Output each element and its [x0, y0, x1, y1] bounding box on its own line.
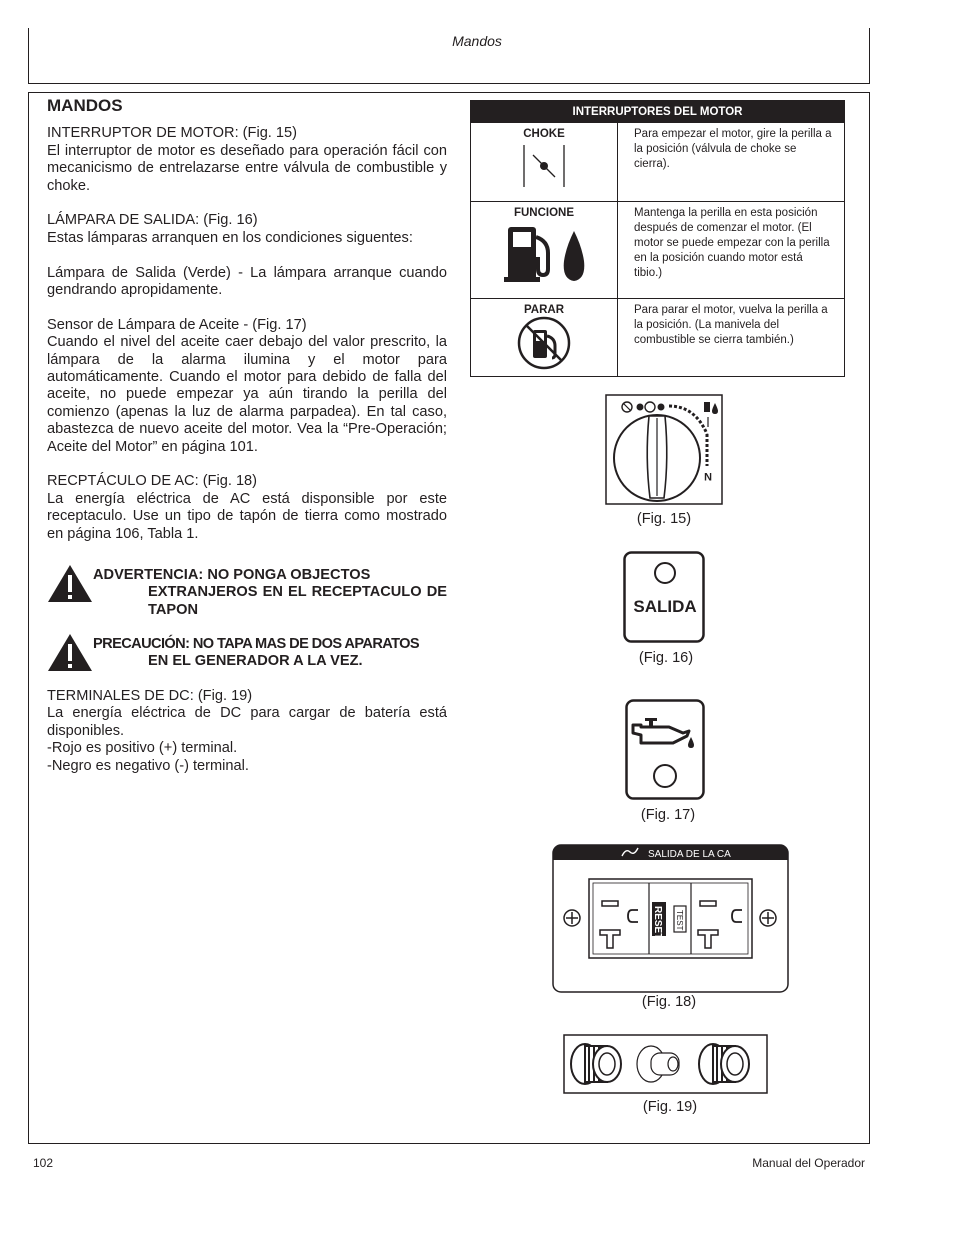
caution-triangle-icon: [47, 632, 93, 672]
oil-lamp-figure: [625, 699, 705, 800]
ac-receptacle-paragraph: [47, 473, 447, 543]
dc-positive-line: -Rojo es positivo (+) terminal.: [47, 740, 238, 757]
page-number: 102: [33, 1156, 54, 1170]
left-screw-icon: [564, 910, 580, 926]
fig17-caption: (Fig. 17): [640, 807, 696, 823]
output-lamp-circle: [655, 563, 675, 583]
table-row-stop: [471, 299, 845, 377]
manual-title: Manual del Operador: [752, 1156, 865, 1170]
ac-receptacle-figure: [552, 844, 789, 994]
lamp-body: Estas lámparas arranquen en los condiciones siguentes:: [47, 229, 413, 246]
fig15-caption: (Fig. 15): [636, 511, 692, 527]
run-description: Mantenga la perilla en esta posición después de comenzar el motor. (El motor se puede empezar con la perilla en la posición cuando motor está tibio.): [618, 202, 845, 299]
lamp-title: LÁMPARA DE SALIDA: (Fig. 16): [47, 212, 258, 229]
choke-description: Para empezar el motor, gire la perilla a la posición (válvula de choke se cierra).: [618, 123, 845, 202]
fig16-caption: (Fig. 16): [638, 650, 694, 666]
section-heading: MANDOS: [47, 96, 123, 115]
table-row-choke: [471, 123, 845, 202]
output-lamp-paragraph: Lámpara de Salida (Verde) - La lámpara arranque cuando gendrando apropidamente.: [47, 264, 447, 299]
warning-text: EXTRANJEROS EN EL RECEPTACULO DE TAPON: [148, 584, 447, 618]
dial-n-label: N: [704, 470, 712, 482]
dc-terminal-right: [699, 1044, 749, 1084]
oil-sensor-title: Sensor de Lámpara de Aceite - (Fig. 17): [47, 316, 307, 333]
dc-terminals-figure: [563, 1034, 768, 1094]
dc-title: TERMINALES DE DC: (Fig. 19): [47, 688, 253, 704]
table-title: INTERRUPTORES DEL MOTOR: [471, 101, 845, 123]
table-row-run: [471, 202, 845, 299]
fuel-pump-drop-icon: [494, 221, 594, 283]
stop-label: PARAR: [523, 304, 565, 316]
lamp-paragraph: [47, 212, 447, 247]
ac-receptacle-title: RECPTÁCULO DE AC: (Fig. 18): [47, 473, 258, 490]
fuel-off-icon: [517, 316, 571, 370]
fig19-caption: (Fig. 19): [642, 1099, 698, 1115]
caution-text: EN EL GENERADOR A LA VEZ.: [148, 653, 363, 670]
ac-receptacle-body: La energía eléctrica de AC está disponsible por este receptaculo. Use un tipo de tapón de tierra como mostrado en página 106, Tabla 1.: [47, 490, 447, 542]
fig18-caption: (Fig. 18): [641, 994, 697, 1010]
right-socket: [698, 901, 742, 948]
test-label: TEST: [675, 910, 684, 931]
choke-icon: [519, 143, 569, 189]
oil-sensor-paragraph: [47, 317, 447, 456]
engine-switch-title: INTERRUPTOR DE MOTOR: (Fig. 15): [47, 125, 298, 142]
fuel-pump-mini-icon: [704, 402, 710, 412]
ac-title-text: SALIDA DE LA CA: [648, 849, 731, 860]
reset-label: RESET: [652, 906, 663, 940]
run-label: FUNCIONE: [513, 207, 575, 219]
left-column: [47, 97, 447, 560]
engine-switch-dial-figure: [605, 394, 723, 505]
stop-description: Para parar el motor, vuelva la perilla a la posición. (La manivela del combustible se cierra también.): [618, 299, 845, 377]
dc-terminals-paragraph: [47, 688, 447, 775]
right-screw-icon: [760, 910, 776, 926]
dc-body: La energía eléctrica de DC para cargar de batería está disponibles.: [47, 705, 447, 739]
oil-lamp-circle: [654, 765, 676, 787]
page-header-title: Mandos: [452, 33, 502, 49]
dc-terminal-left: [571, 1044, 621, 1084]
engine-switch-table: [470, 100, 845, 377]
engine-switch-paragraph: [47, 125, 447, 195]
engine-switch-body: El interruptor de motor es deseñado para operación fácil con mecanicismo de entrelazarse entre válvula de combustible y choke.: [47, 142, 447, 194]
choke-label: CHOKE: [523, 128, 565, 140]
output-lamp-figure: [623, 551, 705, 643]
output-lamp-label: SALIDA: [633, 597, 697, 616]
dc-negative-line: -Negro es negativo (-) terminal.: [47, 757, 249, 774]
oil-sensor-body: Cuando el nivel del aceite caer debajo del valor prescrito, la lámpara de la alarma ilumina y el motor para automáticamente. Cuando el motor para debido de falla del aceite, no puede empezar ya aún tirando la perilla del comienzo (apenas la luz de alarma parpadea). En tal caso, abastezca de nuevo aceite del motor. Vea la “Pre-Operación; Aceite del Motor” en página 101.: [47, 334, 447, 455]
warning-heading: ADVERTENCIA: NO PONGA OBJECTOS: [93, 567, 371, 583]
left-socket: [600, 901, 638, 948]
caution-heading: PRECAUCIÓN: NO TAPA MAS DE DOS APARATOS: [93, 636, 420, 652]
warning-triangle-icon: [47, 563, 93, 603]
